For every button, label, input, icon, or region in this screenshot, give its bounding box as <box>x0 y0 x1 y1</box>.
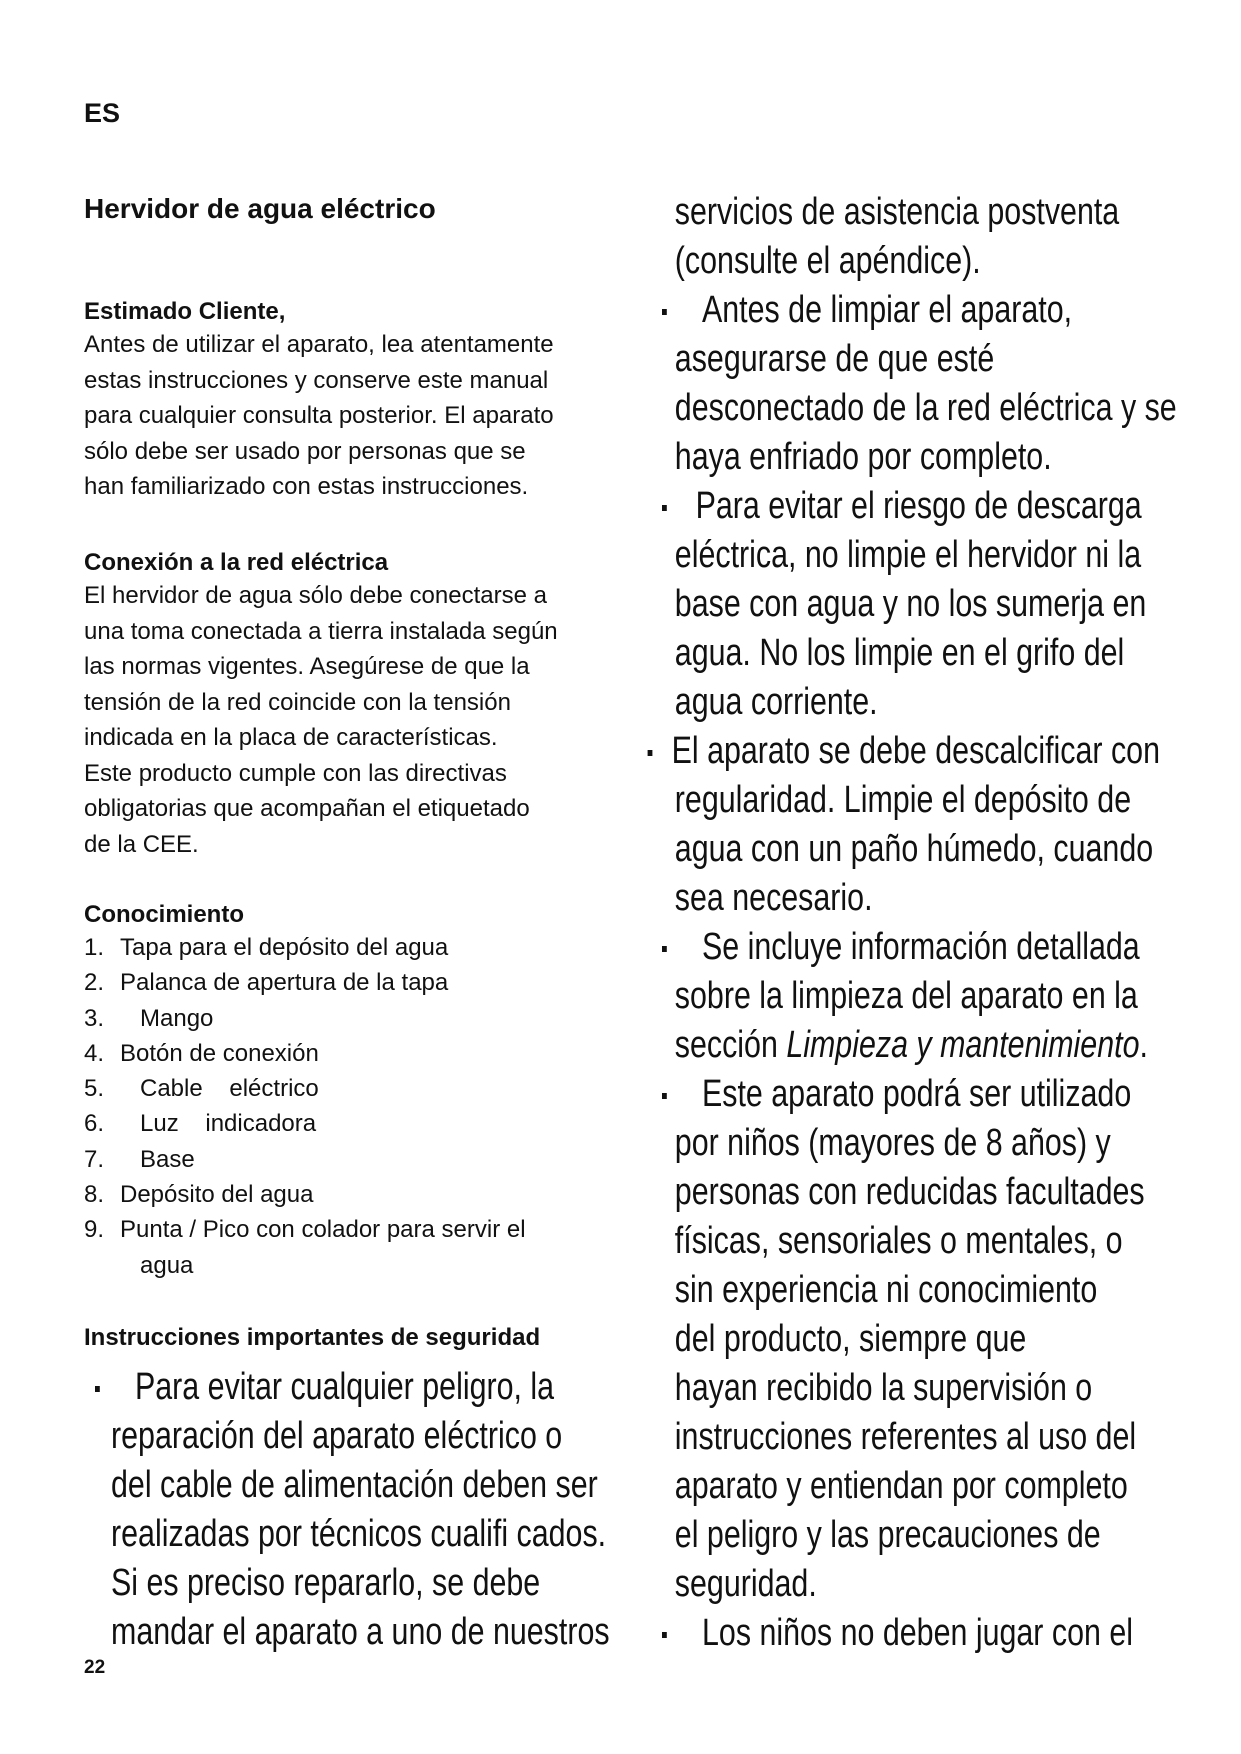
safety-line: sea necesario. <box>674 877 873 919</box>
safety-line: realizadas por técnicos cualifi cados. <box>111 1513 607 1555</box>
page-title: Hervidor de agua eléctrico <box>84 193 436 224</box>
safety-line: agua corriente. <box>674 681 878 723</box>
parts-list <box>84 930 604 1283</box>
safety-line: eléctrica, no limpie el hervidor ni la <box>674 534 1142 576</box>
bullet-icon <box>662 1093 667 1099</box>
list-item: 2. Palanca de apertura de la tapa <box>84 969 449 997</box>
safety-line: hayan recibido la supervisión o <box>674 1367 1093 1409</box>
safety-line: Para evitar cualquier peligro, la <box>135 1366 555 1408</box>
safety-line: sobre la limpieza del aparato en la <box>674 975 1138 1017</box>
bullet-icon <box>662 946 667 952</box>
safety-line: base con agua y no los sumerja en <box>674 583 1147 625</box>
connection-line: tensión de la red coincide con la tensión <box>84 688 511 716</box>
safety-line: Se incluye información detallada <box>702 926 1140 968</box>
safety-line: Antes de limpiar el aparato, <box>702 289 1073 331</box>
connection-heading: Conexión a la red eléctrica <box>84 549 389 576</box>
list-item: 3. Mango <box>84 1004 214 1032</box>
connection-line: El hervidor de agua sólo debe conectarse a <box>84 582 547 609</box>
connection-line: Este producto cumple con las directivas <box>84 759 507 787</box>
intro-line: han familiarizado con estas instrucciones. <box>84 473 529 500</box>
bullet-icon <box>95 1386 100 1392</box>
intro-section <box>84 297 604 505</box>
bullet-icon <box>662 1632 667 1638</box>
intro-line: estas instrucciones y conserve este manual <box>84 366 549 394</box>
safety-line: Los niños no deben jugar con el <box>702 1612 1133 1654</box>
safety-line: regularidad. Limpie el depósito de <box>674 779 1132 821</box>
language-code: ES <box>84 98 121 128</box>
italic-section-name: Limpieza y mantenimiento <box>786 1024 1140 1066</box>
safety-line: Para evitar el riesgo de descarga <box>695 485 1142 527</box>
safety-line: físicas, sensoriales o mentales, o <box>674 1220 1123 1262</box>
safety-line: (consulte el apéndice). <box>674 240 981 282</box>
list-item: 4. Botón de conexión <box>84 1039 319 1067</box>
connection-line: obligatorias que acompañan el etiquetado <box>84 795 530 822</box>
list-item: 9. Punta / Pico con colador para servir el agua <box>84 1216 526 1279</box>
safety-line: instrucciones referentes al uso del <box>674 1416 1137 1458</box>
safety-line: por niños (mayores de 8 años) y <box>674 1122 1111 1164</box>
safety-line: Este aparato podrá ser utilizado <box>702 1073 1132 1115</box>
connection-line: las normas vigentes. Asegúrese de que la <box>84 653 530 680</box>
safety-line: agua. No los limpie en el grifo del <box>674 632 1125 674</box>
bullet-icon <box>662 309 667 315</box>
safety-line: seguridad. <box>674 1563 817 1605</box>
knowledge-heading: Conocimiento <box>84 901 244 928</box>
intro-heading: Estimado Cliente, <box>84 298 286 325</box>
intro-line: para cualquier consulta posterior. El aparato <box>84 402 554 429</box>
connection-line: de la CEE. <box>84 830 199 858</box>
bullet-icon <box>648 750 653 756</box>
safety-line: del cable de alimentación deben ser <box>111 1464 598 1506</box>
list-item: 8. Depósito del agua <box>84 1181 314 1209</box>
safety-left-block <box>95 1363 610 1657</box>
safety-line-with-italic: sección Limpieza y mantenimiento. <box>674 1024 1148 1066</box>
safety-line: reparación del aparato eléctrico o <box>111 1415 563 1457</box>
safety-line: del producto, siempre que <box>674 1318 1027 1360</box>
list-item: 7. Base <box>84 1145 195 1173</box>
safety-line: haya enfriado por completo. <box>674 436 1052 478</box>
safety-line: Si es preciso repararlo, se debe <box>111 1562 541 1604</box>
list-item: 6. Luz indicadora <box>84 1110 317 1138</box>
safety-heading: Instrucciones importantes de seguridad <box>84 1324 541 1351</box>
intro-line: sólo debe ser usado por personas que se <box>84 437 526 465</box>
connection-section <box>84 548 604 862</box>
safety-line: asegurarse de que esté <box>674 338 995 380</box>
safety-line: personas con reducidas facultades <box>674 1171 1145 1213</box>
safety-line: agua con un paño húmedo, cuando <box>674 828 1154 870</box>
safety-line: el peligro y las precauciones de <box>674 1514 1101 1556</box>
bullet-icon <box>662 505 667 511</box>
page-number: 22 <box>84 1657 106 1678</box>
knowledge-section <box>84 900 604 1283</box>
list-item: 1. Tapa para el depósito del agua <box>84 934 449 961</box>
safety-line: mandar el aparato a uno de nuestros <box>111 1611 610 1653</box>
safety-line: sin experiencia ni conocimiento <box>674 1269 1098 1311</box>
list-item: 5. Cable eléctrico <box>84 1075 319 1103</box>
connection-line: indicada en la placa de características. <box>84 724 498 751</box>
safety-right-block <box>662 188 1177 1658</box>
safety-line: servicios de asistencia postventa <box>674 191 1120 233</box>
safety-line: aparato y entiendan por completo <box>674 1465 1128 1507</box>
safety-line: El aparato se debe descalcificar con <box>671 730 1160 772</box>
connection-line: una toma conectada a tierra instalada según <box>84 617 558 645</box>
intro-line: Antes de utilizar el aparato, lea atentamente <box>84 331 554 358</box>
safety-line: desconectado de la red eléctrica y se <box>674 387 1177 429</box>
